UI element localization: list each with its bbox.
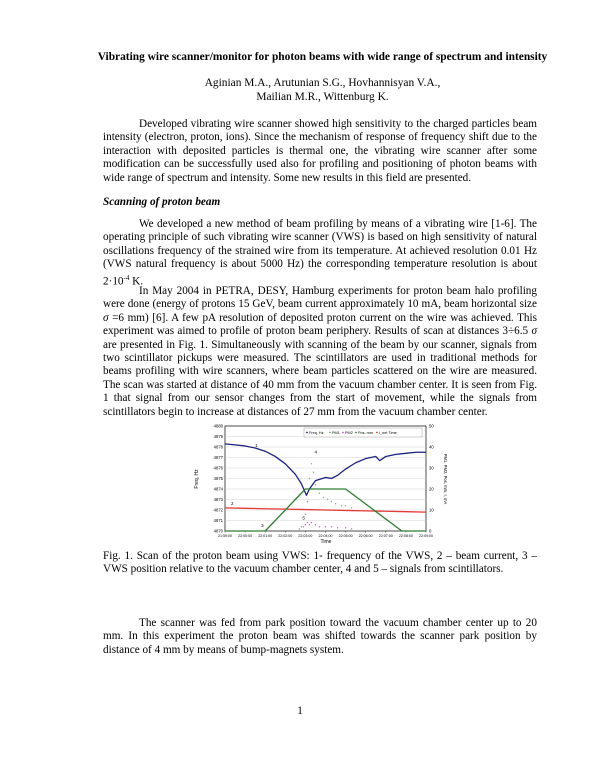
- series-point-pm2: [319, 526, 320, 527]
- series-point-pm2: [307, 522, 308, 523]
- y-tick-label-right: 0: [429, 528, 432, 534]
- series-point-pm1: [313, 472, 314, 473]
- legend-marker: [329, 432, 331, 434]
- legend-entry: Pos, mm: [358, 431, 373, 435]
- x-tick-label: 22:07:00: [378, 534, 393, 538]
- series-point-pm2: [309, 524, 310, 525]
- series-point-pm2: [311, 522, 312, 523]
- authors-line-2: Mailian M.R., Wittenburg K.: [256, 90, 389, 103]
- paragraph-2: [103, 285, 537, 419]
- legend-entry: PM1: [332, 431, 340, 435]
- series-point-pm1: [309, 478, 310, 479]
- y-tick-label: 4874: [213, 486, 223, 492]
- legend: [306, 431, 397, 435]
- series-point-pm1: [331, 501, 332, 502]
- abstract: [103, 118, 537, 185]
- y-tick-label: 4878: [213, 444, 223, 450]
- series-point-pm1: [305, 514, 306, 515]
- y-tick-label-right: 20: [429, 486, 434, 492]
- legend-marker: [306, 432, 308, 434]
- legend-entry: PM2: [345, 431, 353, 435]
- x-tick-label: 22:02:00: [278, 534, 293, 538]
- x-tick-label: 22:05:00: [338, 534, 353, 538]
- series-point-pm1: [319, 493, 320, 494]
- y-tick-label: 4872: [213, 507, 223, 513]
- exponent: -4: [123, 273, 130, 282]
- paragraph-2-part-c: are presented in Fig. 1. Simultaneously with scanning of the beam by our scanner, signals from two scintillator pickups were measured. The scintillators are used in traditional methods for beams profiling with wire scanners, where beam particles scattered on the wire are measured. The scan was started at distance of 40 mm from the vacuum chamber center. It is seen from Fig. 1 that signal from our sensor changes from the start of movement, while the signals from scintillators begin to increase at distances of 27 mm from the vacuum chamber center.: [103, 338, 537, 418]
- paragraph-1-end: K.: [129, 275, 144, 288]
- y-tick-label: 4870: [213, 528, 223, 534]
- series-point-pm1: [323, 497, 324, 498]
- series-point-pm2: [331, 526, 332, 527]
- y-tick-label-right: 30: [429, 465, 434, 471]
- paragraph-2-part-b: =6 mm) [6]. A few pA resolution of deposited proton current on the wire was achieved. This experiment was aimed to profile of proton beam periphery. Results of scan at distances 3÷6.5: [103, 311, 537, 338]
- x-tick-label: 22:00:00: [238, 534, 253, 538]
- y-tick-label: 4871: [213, 518, 223, 523]
- page-number: 1: [297, 705, 303, 717]
- x-tick-label: 21:59:00: [218, 534, 232, 538]
- y-tick-label: 4876: [213, 465, 223, 471]
- series-point-pm1: [335, 503, 336, 504]
- sigma-symbol: σ: [103, 311, 109, 324]
- section-heading: Scanning of proton beam: [103, 196, 221, 208]
- series-point-pm2: [351, 528, 352, 529]
- authors-line-1: Aginian M.A., Arutunian S.G., Hovhannisyan V.A.,: [204, 77, 441, 89]
- x-tick-label: 22:08:00: [398, 534, 413, 538]
- series-point-pm2: [337, 527, 338, 528]
- series-point-pm1: [345, 505, 346, 506]
- figure-caption: Fig. 1. Scan of the proton beam using VWS: 1- frequency of the VWS, 2 – beam current, 3 – VWS position relative to the vacuum chamber center, 4 and 5 – signals from scintillators.: [103, 550, 537, 576]
- series-point-pm1: [315, 484, 316, 485]
- series-point-pm2: [299, 528, 300, 529]
- series-point-pm1: [301, 526, 302, 527]
- series-point-pm1: [311, 463, 312, 464]
- x-tick-label: 22:04:00: [318, 534, 333, 538]
- series-point-pm2: [315, 524, 316, 525]
- sigma-symbol-2: σ: [531, 325, 537, 338]
- figure-1-chart: [190, 422, 450, 544]
- curve-label: 4: [314, 449, 317, 455]
- y-ticks-right: [429, 424, 434, 534]
- paragraph-1-text: We developed a new method of beam profiling by means of a vibrating wire [1-6]. The operating principle of such vibrating wire scanner (VWS) is based on high sensitivity of natural oscillations frequency of the strained wire from its temperature. At achieved resolution 0.01 Hz (VWS natural frequency is about 5000 Hz) the corresponding temperature resolution is about 2·10: [103, 218, 537, 288]
- x-tick-label: 22:06:00: [358, 534, 373, 538]
- series-point-pm2: [325, 526, 326, 527]
- curve-label: 1: [255, 443, 258, 448]
- y-tick-label: 4880: [213, 423, 223, 429]
- paragraph-3-text: The scanner was fed from park position toward the vacuum chamber center up to 20 mm. In this experiment the proton beam was shifted towards the scanner park position by distance of 4 mm by means of bump-magnets system.: [103, 617, 537, 656]
- abstract-text: Developed vibrating wire scanner showed high sensitivity to the charged particles beam intensity (electron, proton, ions). Since the mechanism of response of frequency shift due to the interaction with deposited particles is thermal one, the vibrating wire scanner after some modification can be successfully used also for profiling and positioning of photon beams with wide range of spectrum and intensity. Some new results in this field are presented.: [103, 118, 537, 184]
- y-tick-label: 4875: [213, 476, 223, 481]
- series-point-pm2: [345, 527, 346, 528]
- y-tick-label: 4873: [213, 497, 223, 502]
- legend-marker: [355, 432, 357, 434]
- curve-label: 3: [261, 522, 264, 528]
- paragraph-1: [103, 218, 537, 289]
- legend-entry: Freq, Hz: [309, 431, 324, 435]
- series-point-pm1: [341, 505, 342, 506]
- y-ticks-left: [214, 424, 224, 534]
- series-point-pm2: [303, 526, 304, 527]
- series-point-pm1: [327, 499, 328, 500]
- legend-marker: [342, 432, 344, 434]
- x-axis-label: Time: [320, 539, 332, 544]
- curve-label: 5: [302, 515, 305, 521]
- legend-entry: I_net Time: [379, 431, 397, 435]
- y-axis-label-right: PM1, PM2, Pos, mm, I, mA: [443, 453, 448, 505]
- legend-marker: [376, 432, 378, 434]
- series-point-pm1: [307, 501, 308, 502]
- authors: [95, 77, 550, 104]
- paragraph-3: [103, 617, 537, 657]
- curve-label: 2: [231, 500, 234, 506]
- y-tick-label-right: 40: [429, 444, 434, 450]
- x-tick-label: 22:01:00: [258, 534, 273, 538]
- paper-title: Vibrating wire scanner/monitor for photon beams with wide range of spectrum and intensity: [97, 51, 548, 63]
- y-tick-label: 4879: [213, 434, 223, 439]
- series-point-pm2: [305, 524, 306, 525]
- y-tick-label: 4877: [213, 455, 223, 460]
- x-tick-label: 22:03:00: [298, 534, 313, 538]
- x-tick-label: 22:09:00: [419, 534, 433, 538]
- y-tick-label-right: 10: [429, 507, 434, 513]
- y-tick-label-right: 50: [429, 423, 434, 429]
- paragraph-2-part-a: In May 2004 in PETRA, DESY, Hamburg experiments for proton beam halo profiling were done (energy of protons 15 GeV, beam current approximately 10 mA, beam horizontal size: [103, 285, 537, 311]
- series-point-pm1: [351, 507, 352, 508]
- y-axis-label: Freq, Hz: [194, 469, 200, 489]
